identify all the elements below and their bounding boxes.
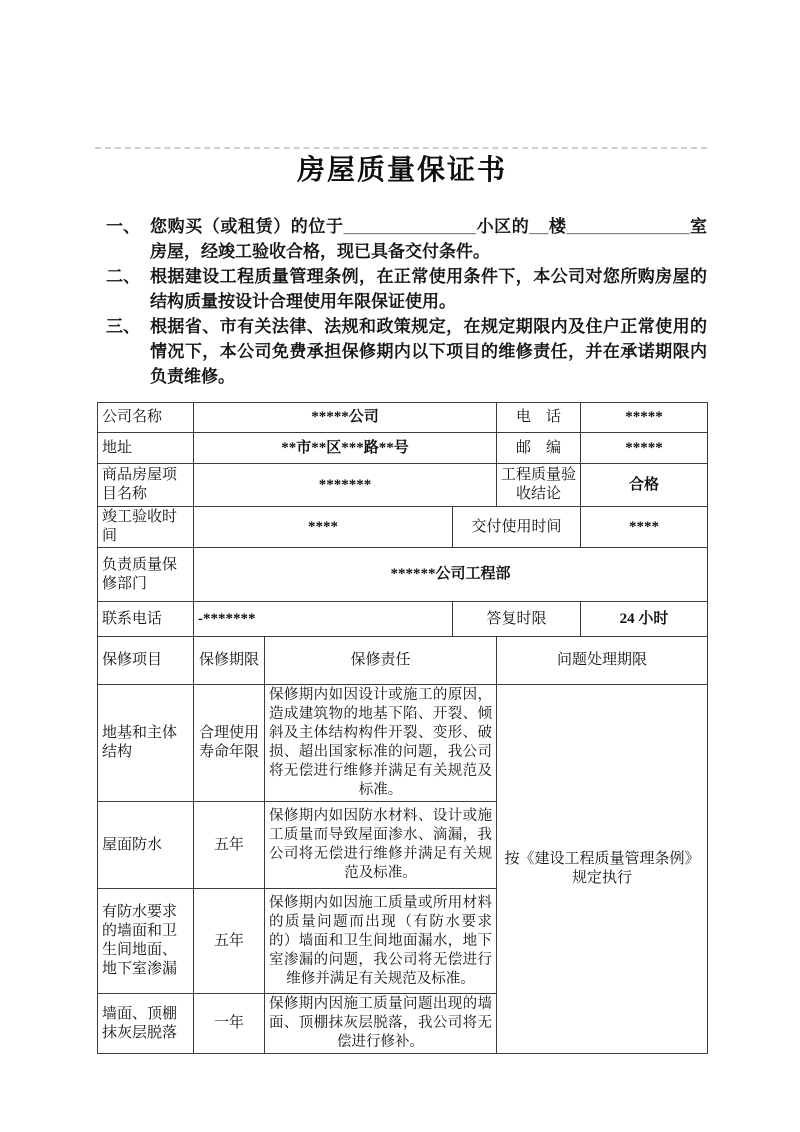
- plaster-duty-cell: 保修期内因施工质量问题出现的墙面、顶棚抹灰层脱落，我公司将无偿进行修补。: [265, 994, 497, 1054]
- company-name-label-cell: 公司名称: [98, 403, 194, 433]
- clause-2-number: 二、: [106, 267, 140, 286]
- plaster-period-cell: 一年: [194, 994, 265, 1054]
- row-warranty-dept: [98, 548, 708, 602]
- contact-phone-value-cell: -*******: [194, 602, 453, 637]
- delivery-date-value-cell: ****: [581, 507, 708, 548]
- clause-3-text: 根据省、市有关法律、法规和政策规定，在规定期限内及住户正常使用的情况下，本公司免费承担保修期内以下项目的维修责任，并在承诺期限内负责维修。: [150, 317, 707, 386]
- header-period-cell: 保修期限: [194, 637, 265, 685]
- contact-phone-label-cell: 联系电话: [98, 602, 194, 637]
- header-item-cell: 保修项目: [98, 637, 194, 685]
- row-foundation: [98, 685, 708, 802]
- clause-3: [97, 314, 707, 389]
- clause-1-text: 您购买（或租赁）的位于______________小区的__楼_____________室房屋，经竣工验收合格，现已具备交付条件。: [150, 217, 707, 261]
- completion-date-value-cell: ****: [194, 507, 453, 548]
- roof-period-cell: 五年: [194, 802, 265, 889]
- roof-duty-cell: 保修期内如因防水材料、设计或施工质量而导致屋面渗水、滴漏，我公司将无偿进行维修并满足有关规范及标准。: [265, 802, 497, 889]
- roof-item-cell: 屋面防水: [98, 802, 194, 889]
- row-company: [98, 403, 708, 433]
- clause-2: [97, 264, 707, 314]
- clause-1-number: 一、: [106, 217, 140, 236]
- postcode-label-cell: 邮 编: [497, 433, 581, 464]
- foundation-duty-cell: 保修期内如因设计或施工的原因，造成建筑物的地基下陷、开裂、倾斜及主体结构构件开裂、变形、破损、超出国家标准的问题，我公司将无偿进行维修并满足有关规范及标准。: [265, 685, 497, 802]
- row-project: [98, 464, 708, 507]
- inspection-conclusion-value-cell: 合格: [581, 464, 708, 507]
- phone-label-cell: 电 话: [497, 403, 581, 433]
- document-content: [97, 152, 707, 1054]
- row-completion: [98, 507, 708, 548]
- header-processing-cell: 问题处理期限: [497, 637, 708, 685]
- clause-2-text: 根据建设工程质量管理条例，在正常使用条件下，本公司对您所购房屋的结构质量按设计合理使用年限保证使用。: [150, 267, 707, 311]
- project-name-label-cell: 商品房屋项目名称: [98, 464, 194, 507]
- waterproof-item-cell: 有防水要求的墙面和卫生间地面、地下室渗漏: [98, 889, 194, 994]
- completion-date-label-cell: 竣工验收时间: [98, 507, 194, 548]
- row-warranty-header: [98, 637, 708, 685]
- inspection-conclusion-label-cell: 工程质量验收结论: [497, 464, 581, 507]
- waterproof-duty-cell: 保修期内如因施工质量或所用材料的质量问题而出现（有防水要求的）墙面和卫生间地面漏水，地下室渗漏的问题，我公司将无偿进行维修并满足有关规范及标准。: [265, 889, 497, 994]
- company-name-value-cell: *****公司: [194, 403, 497, 433]
- clause-1: [97, 214, 707, 264]
- address-label-cell: 地址: [98, 433, 194, 464]
- postcode-value-cell: *****: [581, 433, 708, 464]
- clause-3-number: 三、: [106, 317, 140, 336]
- row-contact: [98, 602, 708, 637]
- plaster-item-cell: 墙面、顶棚抹灰层脱落: [98, 994, 194, 1054]
- project-name-value-cell: *******: [194, 464, 497, 507]
- dashed-separator: [95, 147, 707, 149]
- warranty-dept-value-cell: ******公司工程部: [194, 548, 708, 602]
- guarantee-table: [97, 402, 708, 1054]
- processing-note-cell: 按《建设工程质量管理条例》规定执行: [497, 685, 708, 1054]
- row-address: [98, 433, 708, 464]
- phone-value-cell: *****: [581, 403, 708, 433]
- clause-list: [97, 214, 707, 389]
- warranty-dept-label-cell: 负责质量保修部门: [98, 548, 194, 602]
- header-duty-cell: 保修责任: [265, 637, 497, 685]
- document-title: 房屋质量保证书: [296, 154, 507, 185]
- reply-time-label-cell: 答复时限: [453, 602, 581, 637]
- waterproof-period-cell: 五年: [194, 889, 265, 994]
- reply-time-value-cell: 24 小时: [581, 602, 708, 637]
- foundation-item-cell: 地基和主体结构: [98, 685, 194, 802]
- foundation-period-cell: 合理使用寿命年限: [194, 685, 265, 802]
- address-value-cell: **市**区***路**号: [194, 433, 497, 464]
- delivery-date-label-cell: 交付使用时间: [453, 507, 581, 548]
